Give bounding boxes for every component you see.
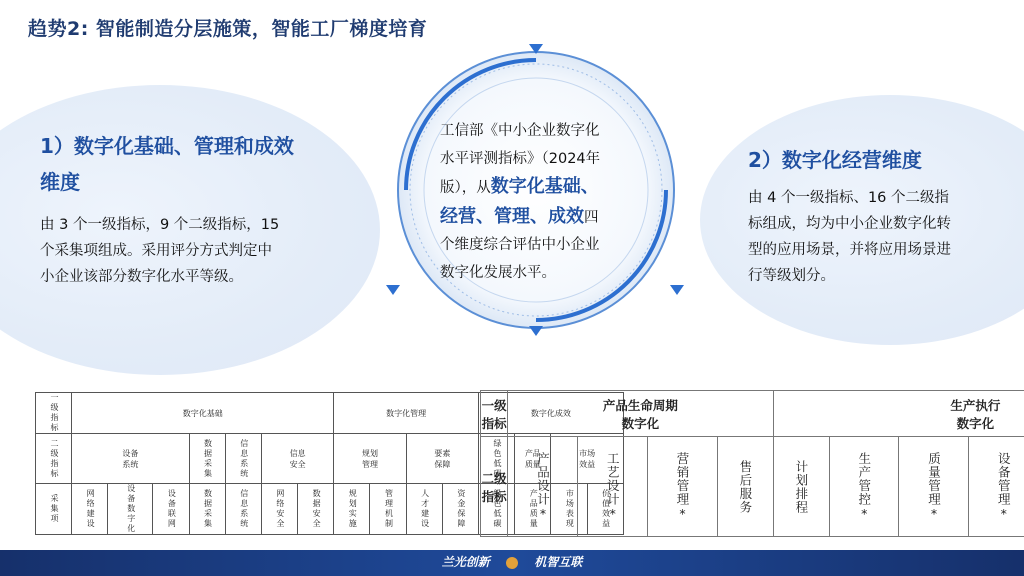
t1-item-cell: 设备联网 (153, 484, 189, 535)
t1-item-cell: 规划实施 (334, 484, 370, 535)
logo-globe-icon (506, 557, 518, 569)
bottom-triangle-icon (529, 326, 543, 336)
t1-item-cell: 数据安全 (298, 484, 334, 535)
center-line4-highlight: 经营、管理、成效 (440, 205, 584, 227)
t1-level2-cell: 产品质量 (515, 434, 551, 484)
center-line3-pre: 版），从 (440, 180, 491, 196)
t2-level1-cell: 产品生命周期数字化 (508, 391, 773, 437)
t1-item-cell: 网络安全 (261, 484, 297, 535)
t1-item-cell: 资金保障 (442, 484, 478, 535)
center-line4-post: 四 (584, 209, 599, 226)
left-body-line3: 小企业该部分数字化水平等级。 (40, 269, 243, 285)
t2-item-cell: 生产管控* (829, 437, 899, 537)
t1-level2-cell: 规划管理 (334, 434, 406, 484)
left-heading-line1: 1）数字化基础、管理和成效 (40, 134, 294, 158)
right-body-line4: 行等级划分。 (748, 268, 835, 284)
right-triangle-icon (670, 285, 684, 297)
t2-item-cell: 计划排程 (773, 437, 829, 537)
t1-row3-header: 采集项 (36, 484, 72, 535)
t1-level2-cell: 设备系统 (72, 434, 189, 484)
t2-row1-header: 一级指标 (481, 391, 508, 437)
right-indicator-table (480, 390, 1024, 537)
right-body-line3: 型的应用场景，并将应用场景进 (748, 242, 951, 258)
left-panel-body (40, 212, 279, 290)
t1-item-cell: 市场表现 (551, 484, 587, 535)
left-triangle-icon (386, 285, 400, 297)
t1-row2-header: 二级指标 (36, 434, 72, 484)
t1-level1-cell: 数字化管理 (334, 393, 479, 434)
t2-item-cell: 营销管理* (647, 437, 717, 537)
t1-item-cell: 价值效益 (587, 484, 623, 535)
center-line6: 数字化发展水平。 (440, 264, 556, 281)
footer-logos (0, 553, 1024, 570)
footer-logo-2: 机智互联 (534, 555, 583, 569)
t1-level1-cell: 数字化基础 (72, 393, 334, 434)
t2-level1-cell: 生产执行数字化 (773, 391, 1024, 437)
t1-item-cell: 产品质量 (515, 484, 551, 535)
t1-level2-cell: 市场效益 (551, 434, 623, 484)
page-title: 趋势2: 智能制造分层施策，智能工厂梯度培育 (28, 18, 428, 40)
right-panel-heading: 2）数字化经营维度 (748, 148, 922, 172)
t1-level2-cell: 绿色低碳 (479, 434, 515, 484)
t1-item-cell: 设备数字化 (108, 484, 153, 535)
t2-row2-header: 二级指标 (481, 437, 508, 537)
t2-item-cell: 售后服务 (717, 437, 773, 537)
center-line3-highlight: 数字化基础、 (490, 176, 599, 197)
t2-item-cell: 设备管理* (969, 437, 1024, 537)
footer-logo-1: 兰光创新 (441, 555, 490, 569)
right-body-line1: 由 4 个一级指标、16 个二级指 (748, 190, 950, 206)
t1-level2-cell: 要素保障 (406, 434, 478, 484)
t1-level2-cell: 信息系统 (225, 434, 261, 484)
t1-row1-header: 一级指标 (36, 393, 72, 434)
t1-item-cell: 信息系统 (225, 484, 261, 535)
center-description (440, 118, 640, 287)
footer-bar (0, 550, 1024, 576)
t1-level2-cell: 数据采集 (189, 434, 225, 484)
t1-item-cell: 人才建设 (406, 484, 442, 535)
center-line1: 工信部《中小企业数字化 (440, 123, 600, 139)
t1-item-cell: 管理机制 (370, 484, 406, 535)
t1-level2-cell: 信息安全 (261, 434, 333, 484)
t2-item-cell: 质量管理* (899, 437, 969, 537)
left-heading-line2: 维度 (40, 170, 80, 194)
left-body-line1: 由 3 个一级指标，9 个二级指标，15 (40, 217, 280, 233)
t1-level1-cell: 数字化成效 (479, 393, 624, 434)
t1-item-cell: 绿色低碳 (479, 484, 515, 535)
t1-item-cell: 数据采集 (189, 484, 225, 535)
t2-item-cell: 工艺设计* (578, 437, 648, 537)
left-body-line2: 个采集项组成。采用评分方式判定中 (40, 243, 272, 259)
center-line5: 个维度综合评估中小企业 (440, 237, 600, 253)
right-panel-body (748, 185, 951, 289)
right-body-line2: 标组成，均为中小企业数字化转 (748, 216, 951, 232)
t2-item-cell: 产品设计* (508, 437, 578, 537)
center-line2: 水平评测指标》（2024年 (440, 150, 601, 167)
t1-item-cell: 网络建设 (72, 484, 108, 535)
left-panel-heading (40, 128, 294, 200)
